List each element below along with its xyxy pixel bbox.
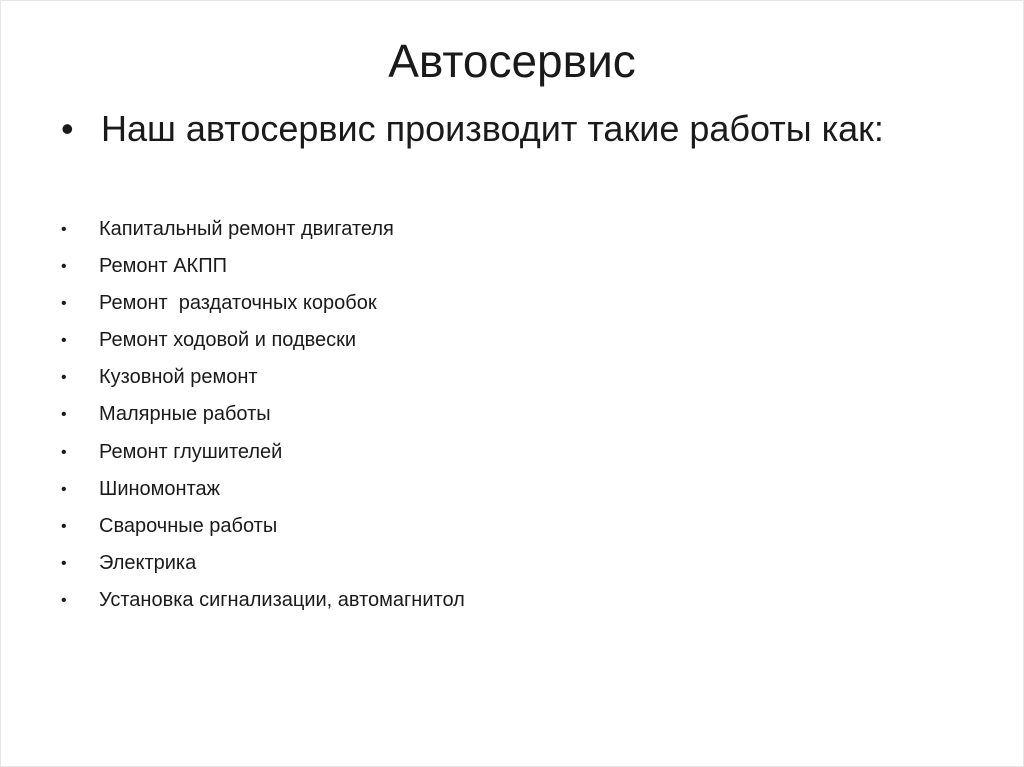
bullet-icon: • (61, 369, 67, 387)
list-item-text: Шиномонтаж (99, 477, 221, 500)
bullet-icon: • (61, 591, 67, 609)
list-item-text: Сварочные работы (99, 514, 278, 537)
list-item-text: Ремонт глушителей (99, 440, 283, 463)
bullet-icon: • (61, 332, 67, 350)
bullet-icon: • (61, 517, 67, 535)
list-item-text: Установка сигнализации, автомагнитол (99, 588, 465, 611)
list-item-text: Электрика (99, 551, 197, 574)
list-item (61, 396, 465, 433)
list-item (61, 359, 465, 396)
list-item (61, 582, 465, 619)
lead-paragraph (61, 105, 961, 153)
list-item-text: Малярные работы (99, 403, 271, 426)
list-item (61, 211, 465, 248)
list-item-text: Капитальный ремонт двигателя (99, 218, 394, 240)
bullet-icon: • (61, 443, 67, 461)
bullet-icon: • (61, 295, 67, 313)
bullet-icon: • (61, 221, 67, 238)
list-item (61, 248, 465, 285)
list-item (61, 285, 465, 322)
list-item (61, 545, 465, 582)
lead-text: Наш автосервис производит такие работы как: (101, 108, 884, 149)
list-item (61, 471, 465, 508)
slide-title: Автосервис (388, 35, 636, 87)
bullet-icon: • (61, 406, 67, 424)
list-item-text: Ремонт ходовой и подвески (99, 329, 357, 352)
list-item-text: Ремонт АКПП (99, 255, 227, 278)
list-item (61, 434, 465, 471)
bullet-icon: • (61, 108, 74, 149)
bullet-icon: • (61, 480, 67, 498)
list-item (61, 508, 465, 545)
services-list (61, 211, 465, 619)
list-item-text: Кузовной ремонт (99, 366, 258, 389)
bullet-icon: • (61, 554, 67, 572)
bullet-icon: • (61, 258, 67, 276)
list-item-text: Ремонт раздаточных коробок (99, 292, 377, 315)
list-item (61, 322, 465, 359)
